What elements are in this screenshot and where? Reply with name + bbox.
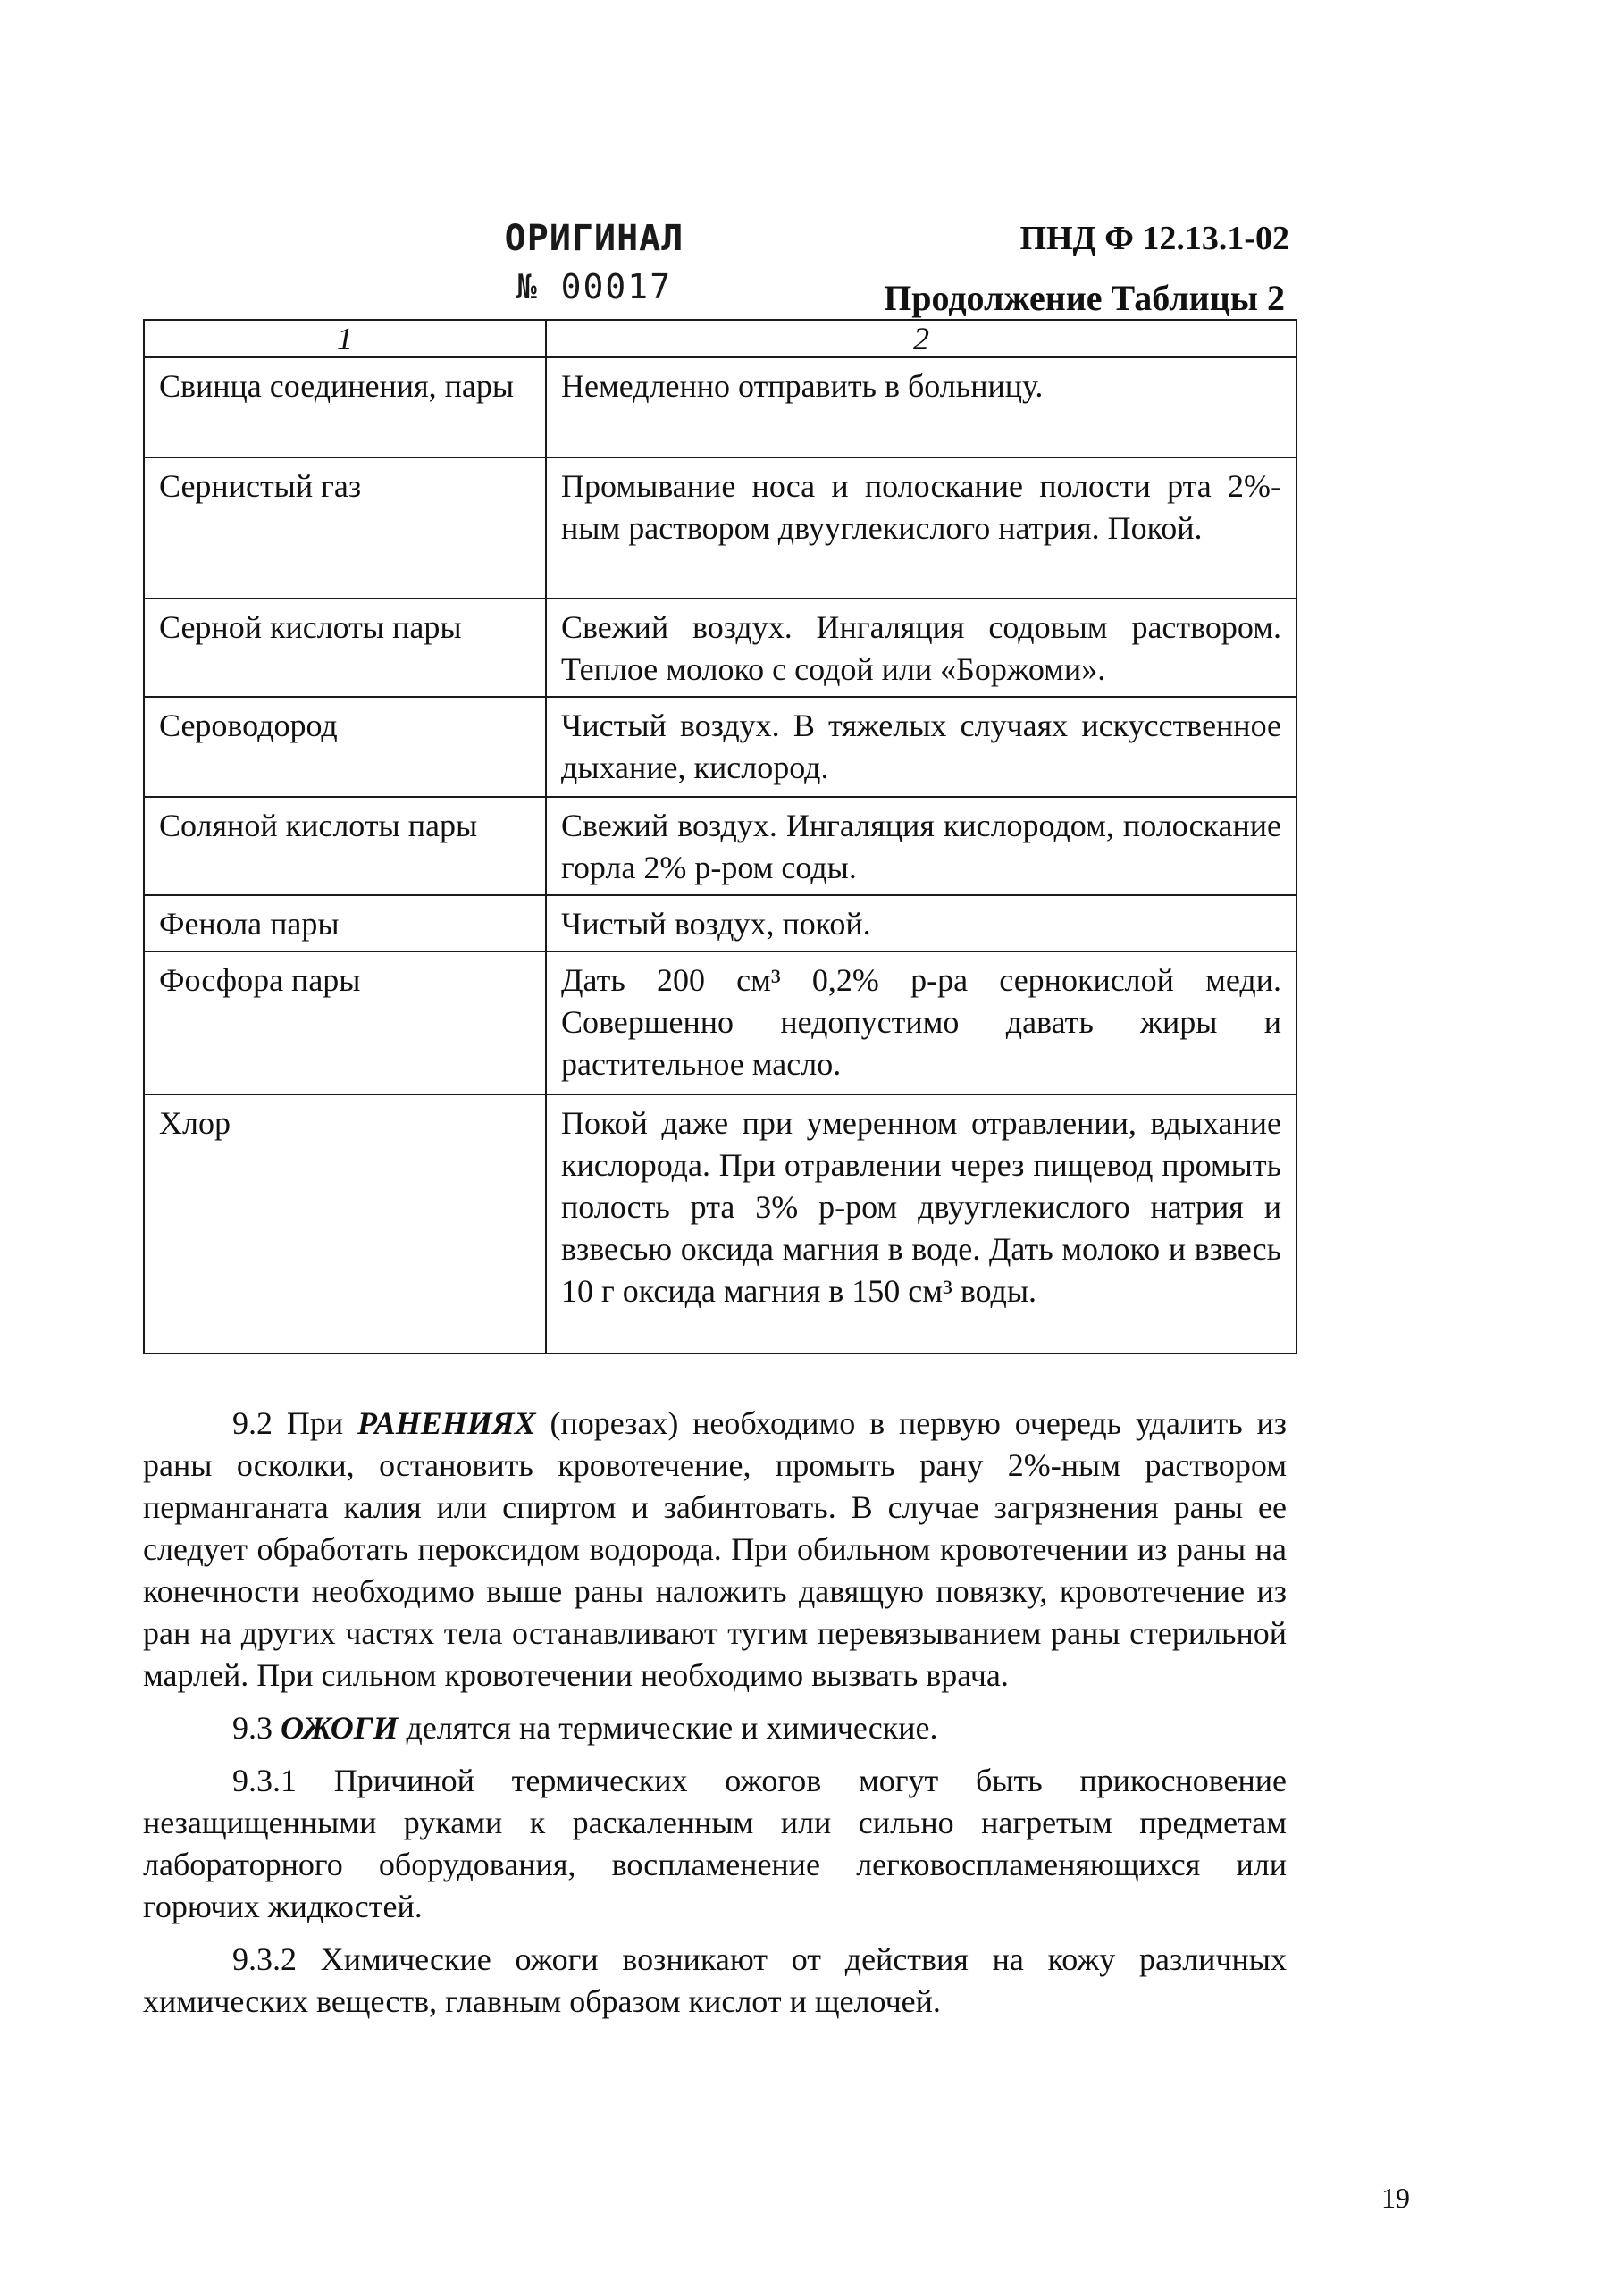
substance-cell: Фосфора пары (144, 951, 546, 1094)
substance-cell: Сернистый газ (144, 457, 546, 599)
first-aid-cell: Промывание носа и полоскание полости рта 2%-ным раствором двууглекислого натрия. Покой. (546, 457, 1296, 599)
table-row (144, 895, 1296, 951)
first-aid-cell: Свежий воздух. Ингаляция содовым раствором. Теплое молоко с содой или «Боржоми». (546, 599, 1296, 697)
paragraph-wounds (143, 1403, 1287, 1697)
body-text (143, 1403, 1287, 2033)
substance-cell: Свинца соединения, пары (144, 357, 546, 457)
table-row (144, 357, 1296, 457)
substance-cell: Сероводород (144, 697, 546, 797)
first-aid-cell: Чистый воздух, покой. (546, 895, 1296, 951)
keyword-wounds: РАНЕНИЯХ (357, 1405, 536, 1441)
paragraph-chemical-burns: 9.3.2 Химические ожоги возникают от действия на кожу различных химических веществ, главным образом кислот и щелочей. (143, 1941, 1287, 2019)
paragraph-text: делятся на термические и химические. (398, 1710, 938, 1746)
substance-cell: Фенола пары (144, 895, 546, 951)
substance-cell: Серной кислоты пары (144, 599, 546, 697)
first-aid-cell: Дать 200 см³ 0,2% р-ра сернокислой меди. Совершенно недопустимо давать жиры и растительное масло. (546, 951, 1296, 1094)
paragraph-number: 9.2 При (232, 1405, 357, 1441)
first-aid-cell: Немедленно отправить в больницу. (546, 357, 1296, 457)
paragraph-text: (порезах) необходимо в первую очередь удалить из раны осколки, остановить кровотечение, промыть рану 2%-ным раствором перманганата калия или спиртом и забинтовать. В случае загрязнения раны ее следует обработать пероксидом водорода. При обильном кровотечении из раны на конечности необходимо выше раны наложить давящую повязку, кровотечение из ран на других частях тела останавливают тугим перевязыванием раны стерильной марлей. При сильном кровотечении необходимо вызвать врача. (143, 1405, 1288, 1693)
first-aid-cell: Чистый воздух. В тяжелых случаях искусственное дыхание, кислород. (546, 697, 1296, 797)
table-row (144, 599, 1296, 697)
document-code: ПНД Ф 12.13.1-02 (1019, 220, 1289, 257)
paragraph-number: 9.3 (232, 1710, 281, 1746)
first-aid-cell: Покой даже при умеренном отравлении, вдыхание кислорода. При отравлении через пищевод промыть полость рта 3% р-ром двууглекислого натрия и взвесью оксида магния в воде. Дать молоко и взвесь 10 г оксида магния в 150 см³ воды. (546, 1094, 1296, 1353)
first-aid-cell: Свежий воздух. Ингаляция кислородом, полоскание горла 2% р-ром соды. (546, 797, 1296, 895)
table-header-row (144, 320, 1296, 357)
substance-cell: Хлор (144, 1094, 546, 1353)
table-row (144, 697, 1296, 797)
table-row (144, 951, 1296, 1094)
substance-cell: Соляной кислоты пары (144, 797, 546, 895)
first-aid-table (143, 319, 1297, 1354)
page-number: 19 (1381, 2182, 1410, 2214)
column-header-1: 1 (144, 320, 546, 357)
original-stamp (487, 214, 701, 311)
paragraph-burns (143, 1707, 1287, 1749)
table-row (144, 797, 1296, 895)
table-row (144, 457, 1296, 599)
table-row (144, 1094, 1296, 1353)
stamp-number: № 00017 (516, 267, 673, 306)
column-header-2: 2 (546, 320, 1296, 357)
stamp-title: ОРИГИНАЛ (504, 218, 684, 259)
table-caption: Продолжение Таблицы 2 (884, 278, 1285, 318)
paragraph-thermal-burns: 9.3.1 Причиной термических ожогов могут быть прикосновение незащищенными руками к раскаленным или сильно нагретым предметам лабораторного оборудования, воспламенение легковоспламеняющихся или горючих жидкостей. (143, 1763, 1287, 1924)
keyword-burns: ОЖОГИ (281, 1710, 399, 1746)
